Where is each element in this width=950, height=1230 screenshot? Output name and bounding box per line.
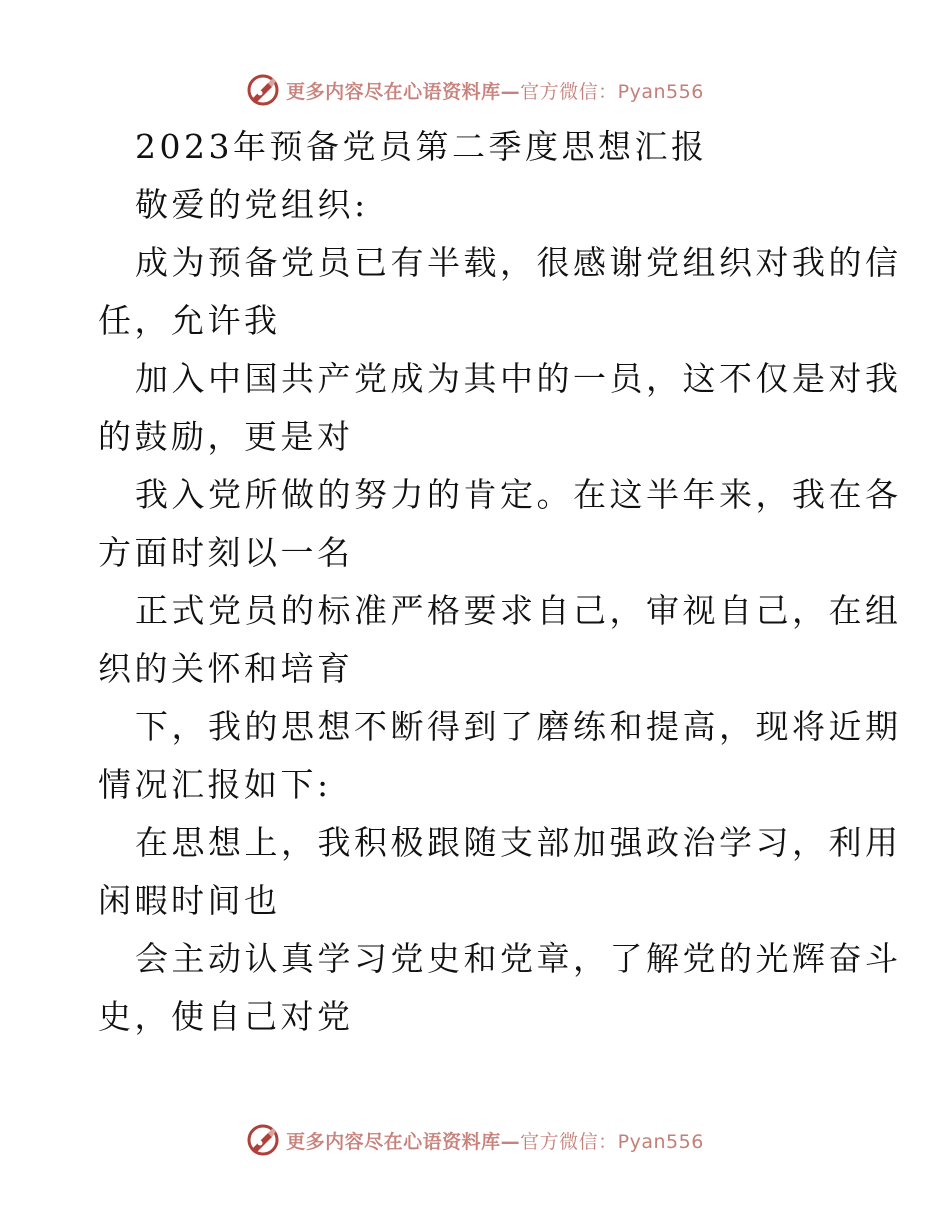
paragraph-line: 会主动认真学习党史和党章，了解党的光辉奋斗 — [135, 939, 902, 978]
paragraph-line: 史，使自己对党 — [98, 997, 354, 1036]
paragraph-line: 闲暇时间也 — [98, 881, 281, 920]
paragraph-line: 织的关怀和培育 — [98, 649, 354, 688]
footer-banner-text: 更多内容尽在心语资料库—官方微信：Pyan556 — [286, 1130, 704, 1153]
paragraph-line: 的鼓励，更是对 — [98, 417, 354, 456]
header-banner-text: 更多内容尽在心语资料库—官方微信：Pyan556 — [286, 80, 704, 103]
document-title: 2023年预备党员第二季度思想汇报 — [135, 127, 708, 166]
pen-logo-icon — [246, 73, 280, 107]
paragraph-line: 情况汇报如下: — [98, 765, 332, 804]
header-wechat-id: 官方微信：Pyan556 — [520, 80, 704, 103]
paragraph-line: 正式党员的标准严格要求自己，审视自己，在组 — [135, 591, 902, 630]
salutation: 敬爱的党组织: — [135, 185, 369, 224]
footer-wechat-id: 官方微信：Pyan556 — [520, 1130, 704, 1153]
paragraph-line: 任，允许我 — [98, 301, 281, 340]
footer-banner — [0, 1120, 950, 1160]
paragraph-line: 在思想上，我积极跟随支部加强政治学习，利用 — [135, 823, 902, 862]
paragraph-line: 加入中国共产党成为其中的一员，这不仅是对我 — [135, 359, 902, 398]
document-body — [98, 118, 902, 1046]
paragraph-line: 成为预备党员已有半载，很感谢党组织对我的信 — [135, 243, 902, 282]
paragraph-line: 方面时刻以一名 — [98, 533, 354, 572]
pen-logo-icon — [246, 1123, 280, 1157]
paragraph-line: 下，我的思想不断得到了磨练和提高，现将近期 — [135, 707, 902, 746]
header-banner — [0, 70, 950, 110]
paragraph-line: 我入党所做的努力的肯定。在这半年来，我在各 — [135, 475, 902, 514]
